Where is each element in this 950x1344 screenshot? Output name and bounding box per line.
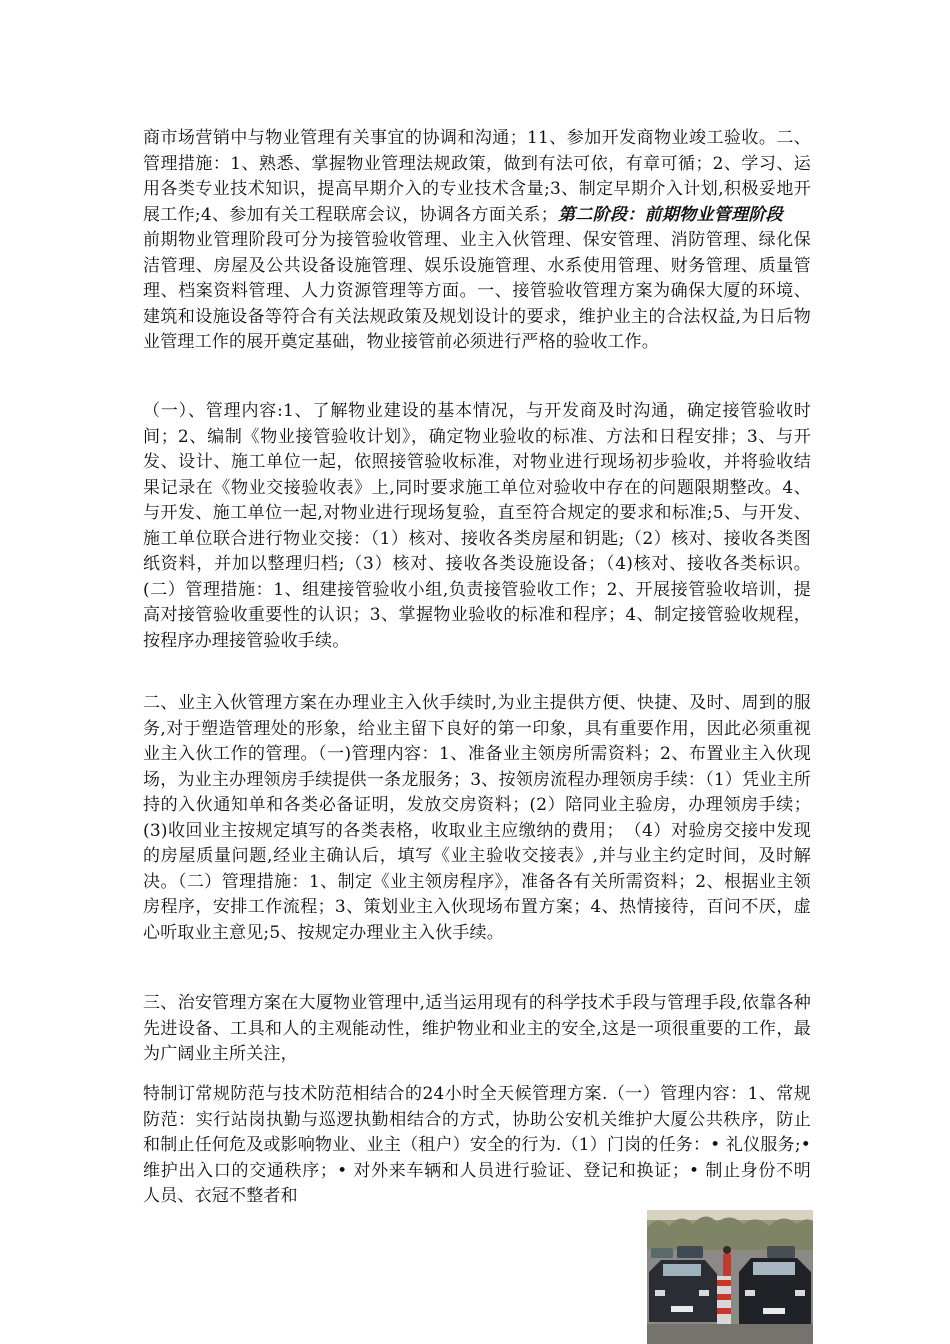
- paragraph-1: [143, 126, 811, 356]
- paragraph-3: 二、业主入伙管理方案在办理业主入伙手续时,为业主提供方便、快捷、及时、周到的服务,对于塑造管理处的形象，给业主留下良好的第一印象，具有重要作用，因此必须重视业主入伙工作的管理。（一)管理内容：1、准备业主领房所需资料；2、布置业主入伙现场，为业主办理领房手续提供一条龙服务；3、按领房流程办理领房手续：（1）凭业主所持的入伙通知单和各类必备证明，发放交房资料；(2）陪同业主验房，办理领房手续；(3)收回业主按规定填写的各类表格，收取业主应缴纳的费用； （4）对验房交接中发现的房屋质量问题,经业主确认后，填写《业主验收交接表》,并与业主约定时间，及时解决。（二）管理措施：1、制定《业主领房程序》，准备各有关所需资料；2、根据业主领房程序，安排工作流程；3、策划业主入伙现场布置方案；4、热情接待，百问不厌，虚心听取业主意见;5、按规定办理业主入伙手续。: [143, 693, 811, 943]
- paragraph-1-text-after-heading: 前期物业管理阶段可分为接管验收管理、业主入伙管理、保安管理、消防管理、绿化保洁管理、房屋及公共设备设施管理、娱乐设施管理、水系使用管理、财务管理、质量管理、档案资料管理、人力资源管理等方面。一、接管验收管理方案为确保大厦的环境、建筑和设施设备等符合有关法规政策及规划设计的要求，维护业主的合法权益,为日后物业管理工作的展开奠定基础，物业接管前必须进行严格的验收工作。: [143, 230, 811, 352]
- paragraph-2: （一）、管理内容:1、了解物业建设的基本情况，与开发商及时沟通，确定接管验收时间；2、编制《物业接管验收计划》，确定物业验收的标准、方法和日程安排；3、与开发、设计、施工单位一起，依照接管验收标准，对物业进行现场初步验收，并将验收结果记录在《物业交接验收表》上,同时要求施工单位对验收中存在的问题限期整改。4、与开发、施工单位一起,对物业进行现场复验，直至符合规定的要求和标准;5、与开发、施工单位联合进行物业交接：（1）核对、接收各类房屋和钥匙;（2）核对、接收各类图纸资料，并加以整理归档;（3）核对、接收各类设施设备；（4)核对、接收各类标识。(二）管理措施：1、组建接管验收小组,负责接管验收工作；2、开展接管验收培训，提高对接管验收重要性的认识；3、掌握物业验收的标准和程序；4、制定接管验收规程，按程序办理接管验收手续。: [143, 401, 811, 651]
- paragraph-1-text-before-heading: 商市场营销中与物业管理有关事宜的协调和沟通；11、参加开发商物业竣工验收。二、管理措施：1、熟悉、掌握物业管理法规政策，做到有法可依，有章可循；2、学习、运用各类专业技术知识，提高早期介入的专业技术含量;3、制定早期介入计划,积极妥地开展工作;4、参加有关工程联席会议，协调各方面关系；: [143, 128, 811, 225]
- section-heading-stage-two: 第二阶段：前期物业管理阶段: [557, 204, 783, 225]
- paragraph-5: 特制订常规防范与技术防范相结合的24小时全天候管理方案.（一）管理内容：1、常规防范：实行站岗执勤与巡逻执勤相结合的方式，协助公安机关维护大厦公共秩序，防止和制止任何危及或影响物业、业主（租户）安全的行为.（1）门岗的任务：• 礼仪服务;• 维护出入口的交通秩序；• 对外来车辆和人员进行验证、登记和换证；• 制止身份不明人员、衣冠不整者和: [143, 1084, 811, 1206]
- paragraph-4: 三、治安管理方案在大厦物业管理中,适当运用现有的科学技术手段与管理手段,依靠各种先进设备、工具和人的主观能动性，维护物业和业主的安全,这是一项很重要的工作，最为广阔业主所关注，: [143, 993, 811, 1064]
- parking-lot-photo: [647, 1210, 813, 1344]
- parking-lot-photo-icon: [647, 1210, 813, 1344]
